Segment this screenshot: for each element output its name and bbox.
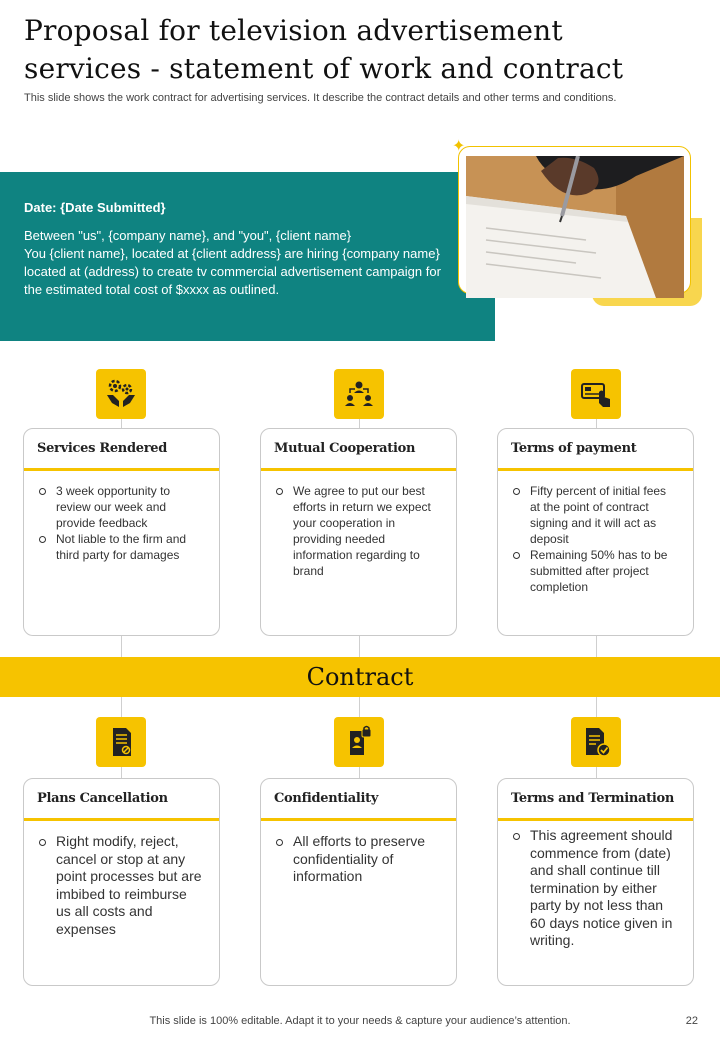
connector-line bbox=[359, 767, 360, 778]
intro-line: You {client name}, located at {client address} are hiring {company name} located at (address) to create tv commercial advertisement campaign for the estimated total cost of $xxxx as outlined. bbox=[24, 246, 441, 297]
card-confidentiality bbox=[260, 778, 457, 986]
card-bullets bbox=[261, 821, 456, 886]
list-item: We agree to put our best efforts in return we expect your cooperation in providing needed information regarding to brand bbox=[273, 483, 442, 579]
page-number: 22 bbox=[685, 1015, 698, 1027]
date-submitted: Date: {Date Submitted} bbox=[24, 200, 166, 215]
confidential-file-icon bbox=[334, 717, 384, 767]
team-network-icon bbox=[334, 369, 384, 419]
list-item: Fifty percent of initial fees at the point of contract signing and it will act as deposit bbox=[510, 483, 679, 547]
photo-block bbox=[452, 138, 702, 306]
card-title: Terms of payment bbox=[498, 429, 693, 471]
connector-line bbox=[596, 636, 597, 657]
footer-note: This slide is 100% editable. Adapt it to your needs & capture your audience’s attention. bbox=[149, 1015, 571, 1027]
connector-line bbox=[121, 697, 122, 717]
connector-line bbox=[596, 419, 597, 428]
card-title: Terms and Termination bbox=[498, 779, 693, 821]
card-bullets bbox=[498, 471, 693, 595]
card-bullets bbox=[261, 471, 456, 579]
signing-illustration bbox=[466, 156, 684, 298]
connector-line bbox=[121, 419, 122, 428]
card-title: Confidentiality bbox=[261, 779, 456, 821]
list-item: This agreement should commence from (date) and shall continue till termination by either party by not less than 60 days notice given in writing. bbox=[510, 827, 679, 950]
list-item: All efforts to preserve confidentiality of information bbox=[273, 833, 442, 886]
card-services-rendered bbox=[23, 428, 220, 636]
connector-line bbox=[121, 767, 122, 778]
document-cancel-icon bbox=[96, 717, 146, 767]
connector-line bbox=[359, 697, 360, 717]
card-bullets bbox=[24, 471, 219, 563]
connector-line bbox=[596, 767, 597, 778]
list-item: 3 week opportunity to review our week and provide feedback bbox=[36, 483, 205, 531]
hands-gears-icon bbox=[96, 369, 146, 419]
connector-line bbox=[359, 636, 360, 657]
list-item: Right modify, reject, cancel or stop at any point processes but are imbibed to reimburse us all costs and expenses bbox=[36, 833, 205, 938]
sparkle-icon: ✦ bbox=[452, 138, 466, 155]
card-title: Mutual Cooperation bbox=[261, 429, 456, 471]
page-title: Proposal for television advertisement services - statement of work and contract bbox=[24, 14, 624, 85]
card-title: Services Rendered bbox=[24, 429, 219, 471]
card-plans-cancellation bbox=[23, 778, 220, 986]
page-subtitle: This slide shows the work contract for advertising services. It describe the contract details and other terms and conditions. bbox=[24, 92, 617, 104]
card-bullets bbox=[24, 821, 219, 938]
connector-line bbox=[121, 636, 122, 657]
list-item: Not liable to the firm and third party for damages bbox=[36, 531, 205, 563]
list-item: Remaining 50% has to be submitted after project completion bbox=[510, 547, 679, 595]
card-title: Plans Cancellation bbox=[24, 779, 219, 821]
contract-signing-photo bbox=[466, 156, 684, 298]
card-terms-of-payment bbox=[497, 428, 694, 636]
card-mutual-cooperation bbox=[260, 428, 457, 636]
intro-line: Between "us", {company name}, and "you", {client name} bbox=[24, 228, 352, 243]
intro-band bbox=[0, 172, 495, 341]
card-payment-icon bbox=[571, 369, 621, 419]
contract-band: Contract bbox=[0, 657, 720, 697]
intro-text bbox=[24, 227, 444, 299]
card-bullets bbox=[498, 821, 693, 950]
connector-line bbox=[596, 697, 597, 717]
connector-line bbox=[359, 419, 360, 428]
document-check-icon bbox=[571, 717, 621, 767]
card-terms-and-termination bbox=[497, 778, 694, 986]
